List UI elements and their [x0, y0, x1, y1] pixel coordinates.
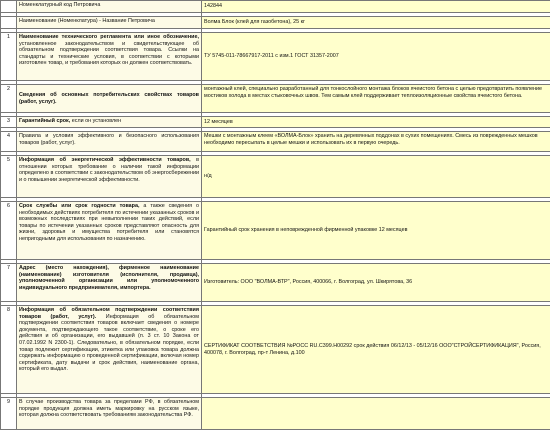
row-number — [1, 17, 17, 29]
row-label[interactable]: Номенклатурный код Петровича — [17, 1, 202, 13]
row-number: 5 — [1, 156, 17, 198]
row-value[interactable]: ТУ 5745-011-78667917-2011 с изм.1 ГОСТ 31357-2007 — [202, 33, 550, 81]
row-label-bold: Информация об энергетической эффективности товаров, — [19, 157, 191, 163]
row-number: 7 — [1, 264, 17, 302]
row-value[interactable]: н/д — [202, 156, 550, 198]
row-value[interactable] — [202, 398, 550, 430]
row-number: 2 — [1, 85, 17, 113]
row-value[interactable]: Волма Блок (клей для газобетона), 25 кг — [202, 17, 550, 29]
table-row — [1, 33, 550, 81]
row-value[interactable]: 12 месяцев — [202, 117, 550, 128]
row-number: 1 — [1, 33, 17, 81]
row-number: 6 — [1, 202, 17, 260]
row-label[interactable]: Наименование технического регламента или иное обозначение, установленное законодательством и свидетельствующее об обязательном подтверждении соответствия товара. Ссылки на стандарты и технические условия, в соответствии с которыми изготовлен товар, и требования которых он должен соответствовать. — [17, 33, 202, 81]
row-label-bold: Адрес (место нахождения), фирменное наименование (наименование) изготовителя (исполнителя, продавца), уполномоченной организации или уполномоченного индивидуального предпринимателя, импортера. — [19, 265, 199, 291]
table-row — [1, 264, 550, 302]
row-number: 3 — [1, 117, 17, 128]
row-value[interactable]: монтажный клей, специально разработанный для тонкослойного монтажа блоков ячеистого бетона с целью предотвратить появление мостиков холода в местах стыковочных швов. Тем самым клей поддерживает теплоизоляционные свойства ячеистого бетона. — [202, 85, 550, 113]
row-label[interactable]: В случае производства товара за пределами РФ, в обязательном порядке продукция должна иметь маркировку на русском языке, которая должна соответствовать требованиям законодательства РФ. — [17, 398, 202, 430]
table-row — [1, 398, 550, 430]
table-row — [1, 117, 550, 128]
row-number — [1, 1, 17, 13]
row-value[interactable]: 142844 — [202, 1, 550, 13]
table-row — [1, 156, 550, 198]
row-number: 9 — [1, 398, 17, 430]
row-label[interactable]: Правила и условия эффективного и безопасного использования товаров (работ, услуг). — [17, 132, 202, 152]
row-label-bold: Сведения об основных потребительских свойствах — [19, 91, 173, 98]
row-value[interactable]: Мешки с монтажным клеем «ВОЛМА-Блок» хранить на деревянных поддонах в сухих помещениях. Смесь из поврежденных мешков необходимо пересыпать в целые мешки и использовать их в первую очередь. — [202, 132, 550, 152]
table-row — [1, 85, 550, 113]
row-value[interactable]: Изготовитель: ООО "ВОЛМА-ВТР", Россия, 400066, г. Волгоград, ул. Шкирятова, 36 — [202, 264, 550, 302]
table-row — [1, 132, 550, 152]
row-label[interactable]: Наименование (Номенклатура) - Название Петровича — [17, 17, 202, 29]
row-label[interactable]: Сведения об основных потребительских свойствах товаров (работ, услуг). — [17, 85, 202, 113]
row-label[interactable] — [17, 264, 202, 302]
table-row — [1, 306, 550, 394]
row-number: 8 — [1, 306, 17, 394]
row-label[interactable]: Информация об обязательном подтверждении соответствия товаров (работ, услуг). Информация об обязательном подтверждении соответствия товаров включает сведения о номере документа, подтверждающего такое соответствие, о сроке его действия и об организации, его выдавшей (п. 3 ст. 10 Закона от 07.02.1992 N 2300-1). Следовательно, в обязательном порядке, если товар подлежит сертификации, этикетка или упаковка товара должна содержать информацию о проведенной сертификации, включая номер сертификата, дату выдачи и срок действия, наименование органа, который его выдал. — [17, 306, 202, 394]
row-value[interactable]: СЕРТИФИКАТ СООТВЕТСТВИЯ №РОСС RU.C399.H00292 срок действия 06/12/13 - 05/12/16 ООО"СТРОЙСЕРТИФИКАЦИЯ", Россия, 400078, г. Волгоград, пр-т Ленина, д.100 — [202, 306, 550, 394]
row-label-bold: Наименование технического регламента или иное обозначение, — [19, 34, 199, 40]
row-label[interactable]: Информация об энергетической эффективности товаров, в отношении которых требование о наличии такой информации определено в соответствии с законодательством об энергосбережении и о повышении энергетической эффективности. — [17, 156, 202, 198]
row-value[interactable]: Гарантийный срок хранения в неповрежденной фирменной упаковке 12 месяцев — [202, 202, 550, 260]
row-number: 4 — [1, 132, 17, 152]
table-row — [1, 17, 550, 29]
row-label-bold: Срок службы или срок годности товара, — [19, 203, 140, 209]
table-row — [1, 202, 550, 260]
row-label-bold: Информация об обязательном подтверждении соответствия товаров (работ, услуг). — [19, 307, 199, 320]
row-label[interactable]: Срок службы или срок годности товара, а также сведения о необходимых действиях потребителя по истечении указанных сроков и возможных последствиях при невыполнении таких действий, если товары по истечении указанных сроков представляют опасность для жизни, здоровья и имущества потребителя или становятся непригодными для использования по назначению. — [17, 202, 202, 260]
row-label[interactable]: Гарантийный срок, если он установлен — [17, 117, 202, 128]
table-row — [1, 1, 550, 13]
row-label-bold: Гарантийный срок, — [19, 118, 71, 124]
